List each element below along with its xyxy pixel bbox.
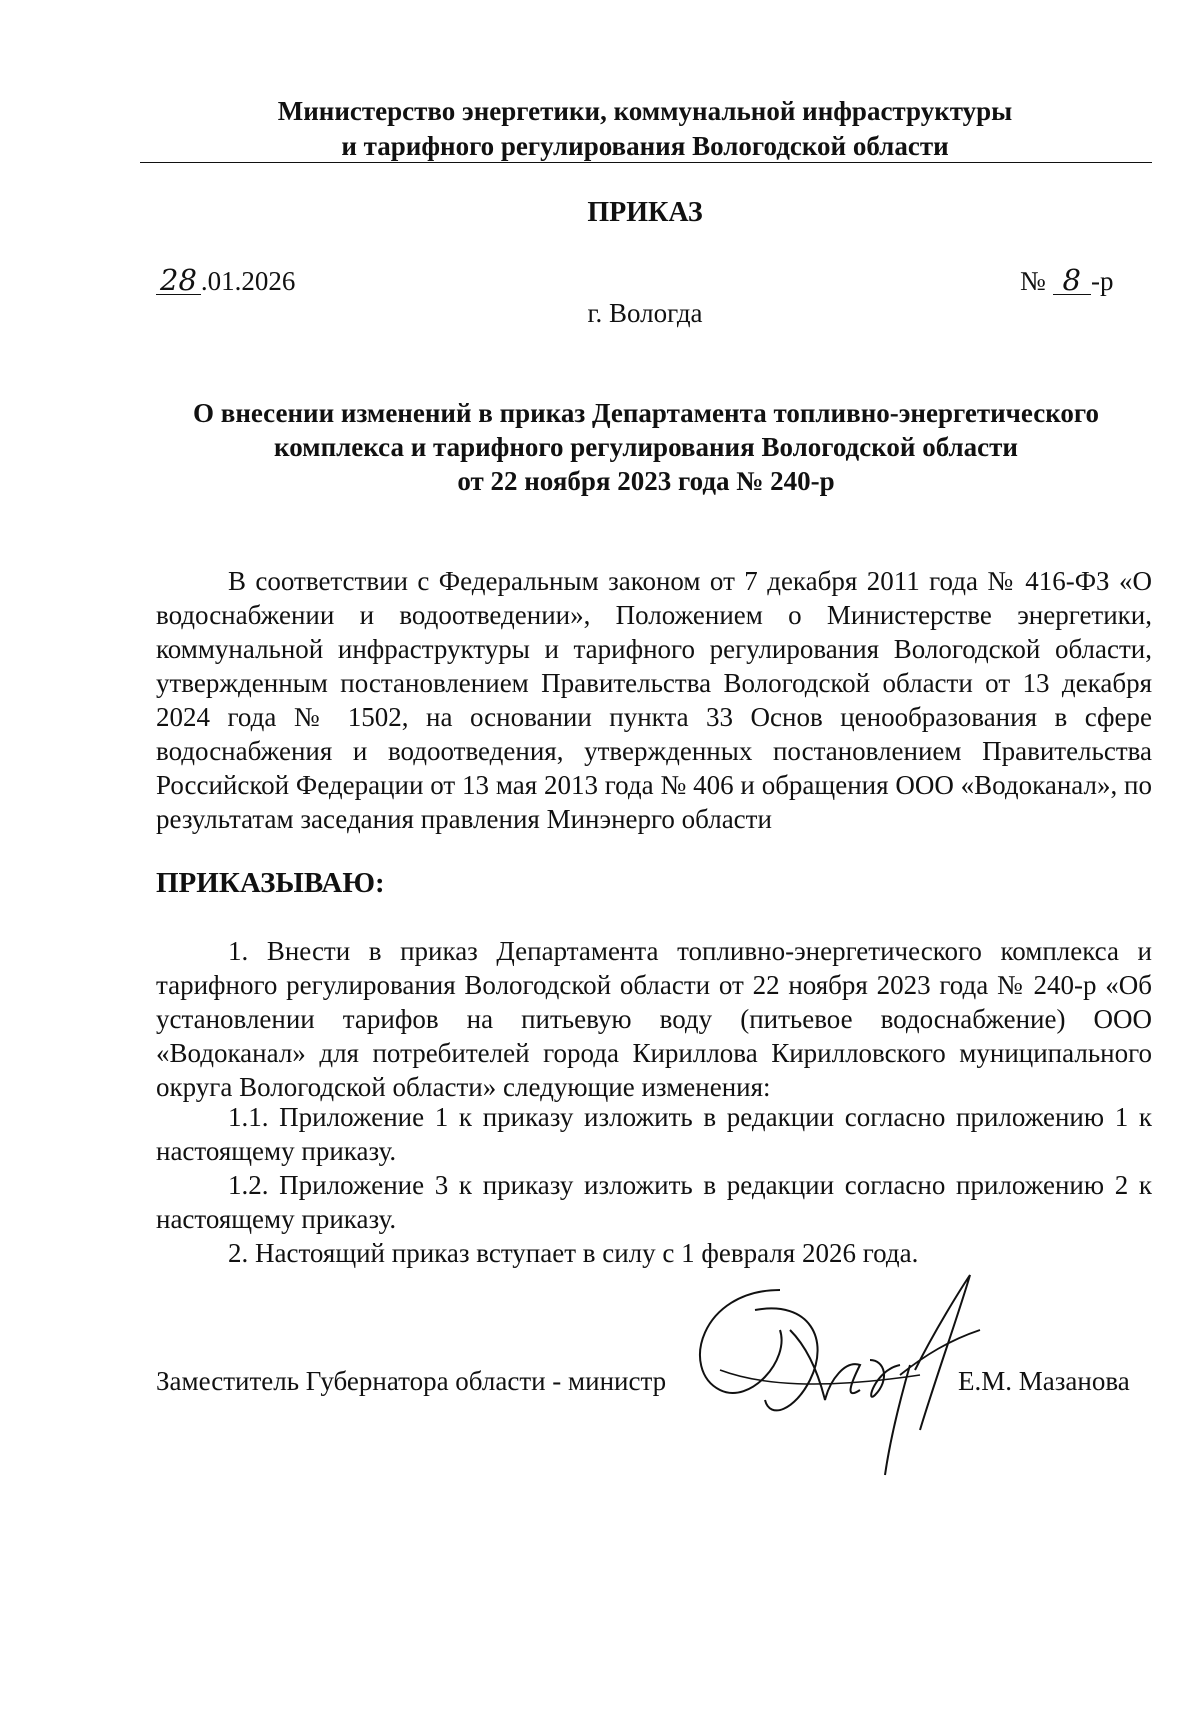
signatory-name: Е.М. Мазанова <box>958 1366 1130 1396</box>
number-suffix: -р <box>1090 266 1114 296</box>
ministry-name-line2: и тарифного регулирования Вологодской области <box>341 131 949 161</box>
ministry-name-line1: Министерство энергетики, коммунальной инфраструктуры <box>277 96 1013 126</box>
item-1-2-paragraph: 1.2. Приложение 3 к приказу изложить в редакции согласно приложению 2 к настоящему приказу. <box>156 1170 1152 1234</box>
order-directive-word: ПРИКАЗЫВАЮ: <box>156 867 385 899</box>
subject-line2: комплекса и тарифного регулирования Вологодской области <box>274 432 1018 462</box>
subject-line3: от 22 ноября 2023 года № 240-р <box>457 466 835 496</box>
date-day-handwritten: 28 <box>156 266 201 295</box>
date-month-year: .01.2026 <box>200 266 296 296</box>
order-number <box>1020 264 1113 298</box>
item-2-paragraph: 2. Настоящий приказ вступает в силу с 1 февраля 2026 года. <box>228 1238 919 1268</box>
city-of-issue: г. Вологда <box>587 298 703 328</box>
order-subject <box>140 396 1152 498</box>
basis-paragraph: В соответствии с Федеральным законом от 7 декабря 2011 года № 416-ФЗ «О водоснабжении и водоотведении», Положением о Министерстве энергетики, коммунальной инфраструктуры и тарифного регулирования Вологодской области, утвержденным постановлением Правительства Вологодской области от 13 декабря 2024 года № 1502, на основании пункта 33 Основ ценообразования в сфере водоснабжения и водоотведения, утвержденных постановлением Правительства Российской Федерации от 13 мая 2013 года № 406 и обращения ООО «Водоканал», по результатам заседания правления Минэнерго области <box>156 566 1152 834</box>
number-prefix: № <box>1020 266 1046 296</box>
subject-line1: О внесении изменений в приказ Департамента топливно-энергетического <box>192 398 1099 428</box>
item-1-1-paragraph: 1.1. Приложение 1 к приказу изложить в редакции согласно приложению 1 к настоящему приказу. <box>156 1102 1152 1166</box>
item-1-paragraph: 1. Внести в приказ Департамента топливно-энергетического комплекса и тарифного регулирования Вологодской области от 22 ноября 2023 года № 240-р «Об установлении тарифов на питьевую воду (питьевое водоснабжение) ООО «Водоканал» для потребителей города Кириллова Кирилловского муниципального округа Вологодской области» следующие изменения: <box>156 936 1152 1102</box>
signatory-role: Заместитель Губернатора области - министр <box>156 1366 667 1396</box>
document-type-title: ПРИКАЗ <box>587 197 703 228</box>
ministry-header <box>140 94 1150 164</box>
handwritten-signature <box>660 1270 1000 1480</box>
order-date <box>156 264 295 298</box>
header-rule <box>140 162 1152 163</box>
number-handwritten: 8 <box>1053 266 1091 295</box>
